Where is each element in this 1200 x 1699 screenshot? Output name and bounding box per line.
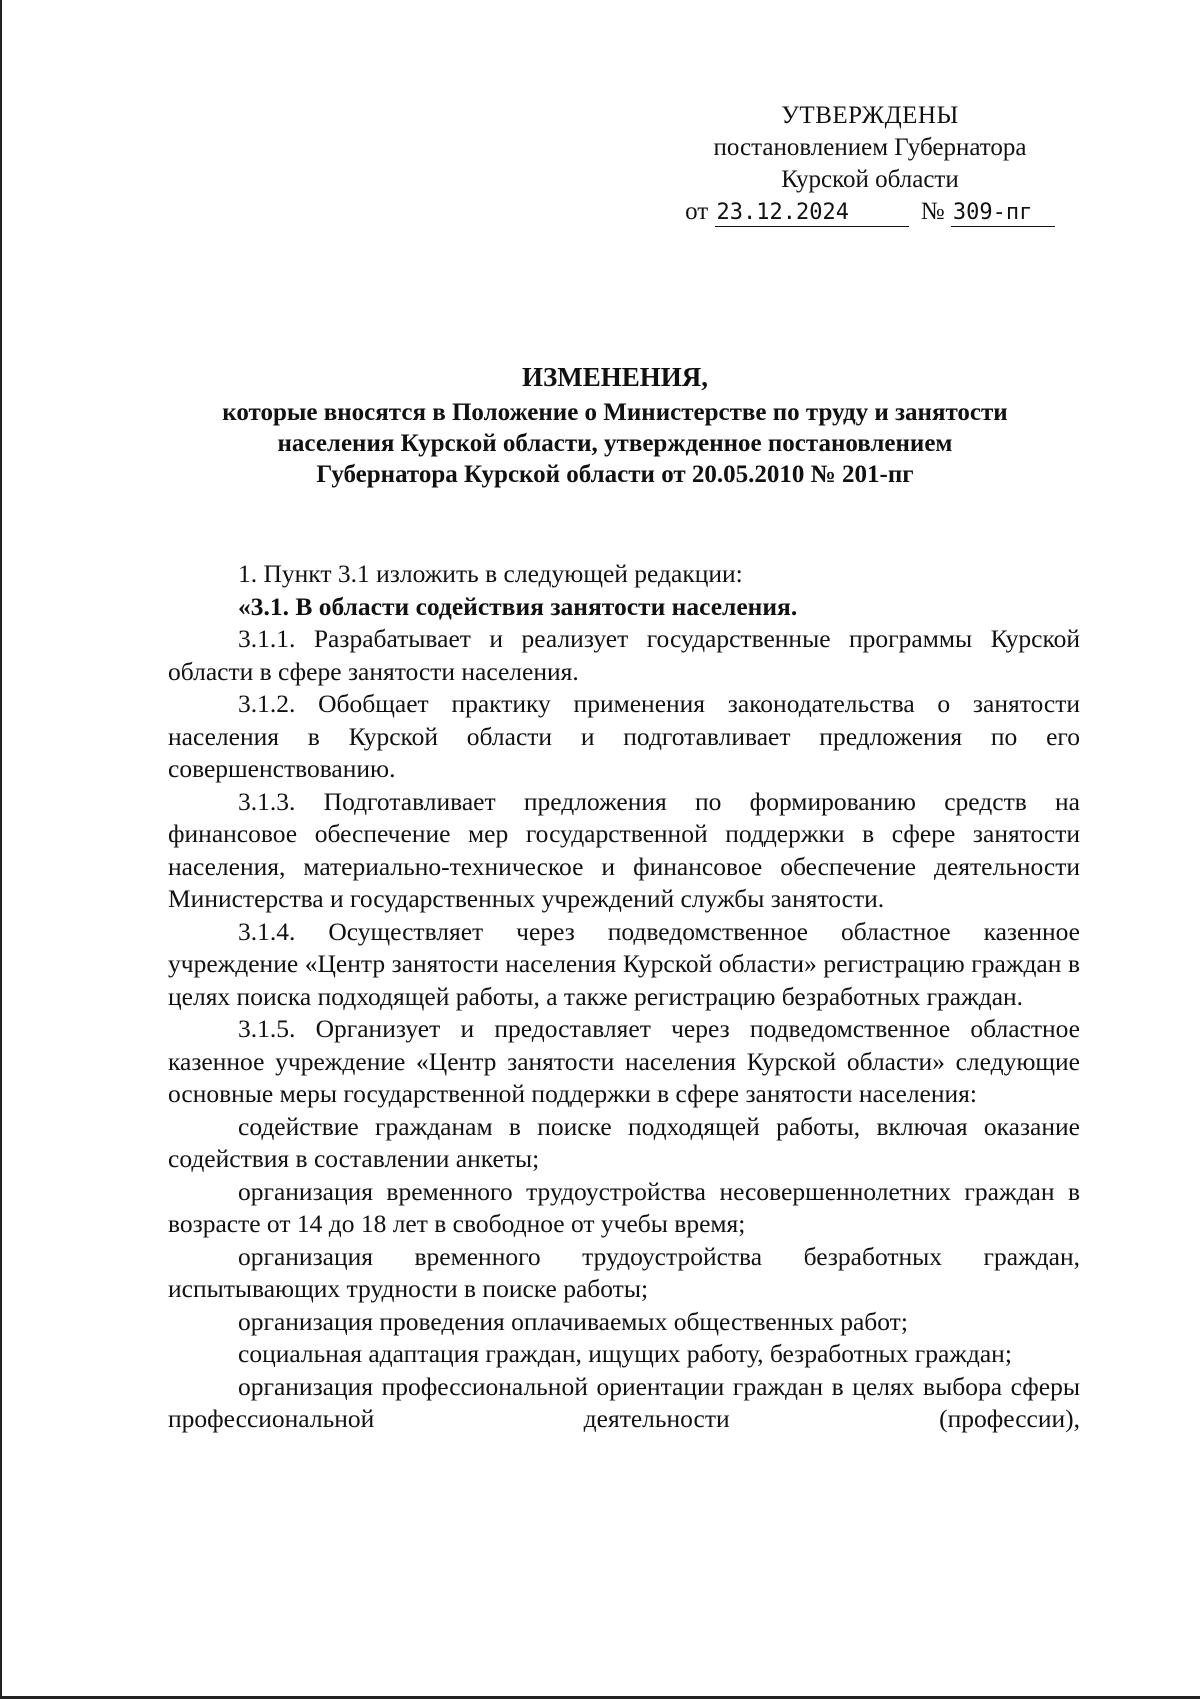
paragraph-3-1-2: 3.1.2. Обобщает практику применения законодательства о занятости населения в Курской области и подготавливает предложения по его совершенствованию. (168, 689, 1080, 783)
list-item-job-search: содействие гражданам в поиске подходящей работы, включая оказание содействия в составлении анкеты; (168, 1111, 1080, 1173)
list-item-social-adaptation: социальная адаптация граждан, ищущих работу, безработных граждан; (238, 1339, 1012, 1368)
paragraph-3-1-5: 3.1.5. Организует и предоставляет через подведомственное областное казенное учреждение «Центр занятости населения Курской области» следующие основные меры государственной поддержки в сфере занятости населения: (168, 1014, 1080, 1108)
paragraph-1: 1. Пункт 3.1 изложить в следующей редакции: (238, 559, 743, 588)
list-item-career-guidance: организация профессиональной ориентации граждан в целях выбора сферы профессиональной деятельности (профессии), (168, 1371, 1080, 1433)
paragraph-3-1-4: 3.1.4. Осуществляет через подведомственное областное казенное учреждение «Центр занятости населения Курской области» регистрацию граждан в целях поиска подходящей работы, а также регистрацию безработных граждан. (168, 916, 1080, 1011)
heading-line-1: которые вносятся в Положение о Министерстве по труду и занятости (222, 399, 1008, 426)
decree-date-number-row (660, 196, 1080, 228)
document-body (168, 558, 1080, 1436)
heading-line-2: населения Курской области, утвержденное постановлением (277, 430, 953, 457)
paragraph-section-heading: «3.1. В области содействия занятости населения. (238, 591, 798, 621)
heading-title: ИЗМЕНЕНИЯ, (521, 362, 708, 392)
number-prefix: № (920, 198, 945, 225)
paragraph-3-1-1: 3.1.1. Разрабатывает и реализует государственные программы Курской области в сфере занятости населения. (168, 624, 1080, 686)
list-item-unemployed-employment: организация временного трудоустройства безработных граждан, испытывающих трудности в поиске работы; (168, 1241, 1080, 1303)
heading-line-3: Губернатора Курской области от 20.05.2010 № 201-пг (316, 461, 914, 488)
list-item-minors-employment: организация временного трудоустройства несовершеннолетних граждан в возрасте от 14 до 18 лет в свободное от учебы время; (168, 1176, 1080, 1238)
scan-border-left (0, 0, 2, 1699)
paragraph-3-1-3: 3.1.3. Подготавливает предложения по формированию средств на финансовое обеспечение мер государственной поддержки в сфере занятости населения, материально-техническое и финансовое обеспечение деятельности Министерства и государственных учреждений службы занятости. (168, 786, 1080, 913)
document-heading (150, 362, 1080, 490)
list-item-public-works: организация проведения оплачиваемых общественных работ; (238, 1306, 908, 1336)
decree-number: 309-пг (951, 200, 1055, 227)
approval-title: УТВЕРЖДЕНЫ (781, 102, 959, 129)
date-prefix: от (685, 198, 709, 225)
approval-line-region: Курской области (781, 166, 959, 193)
approval-block (660, 100, 1080, 228)
decree-date: 23.12.2024 (715, 200, 909, 227)
approval-line-decree: постановлением Губернатора (713, 134, 1027, 161)
